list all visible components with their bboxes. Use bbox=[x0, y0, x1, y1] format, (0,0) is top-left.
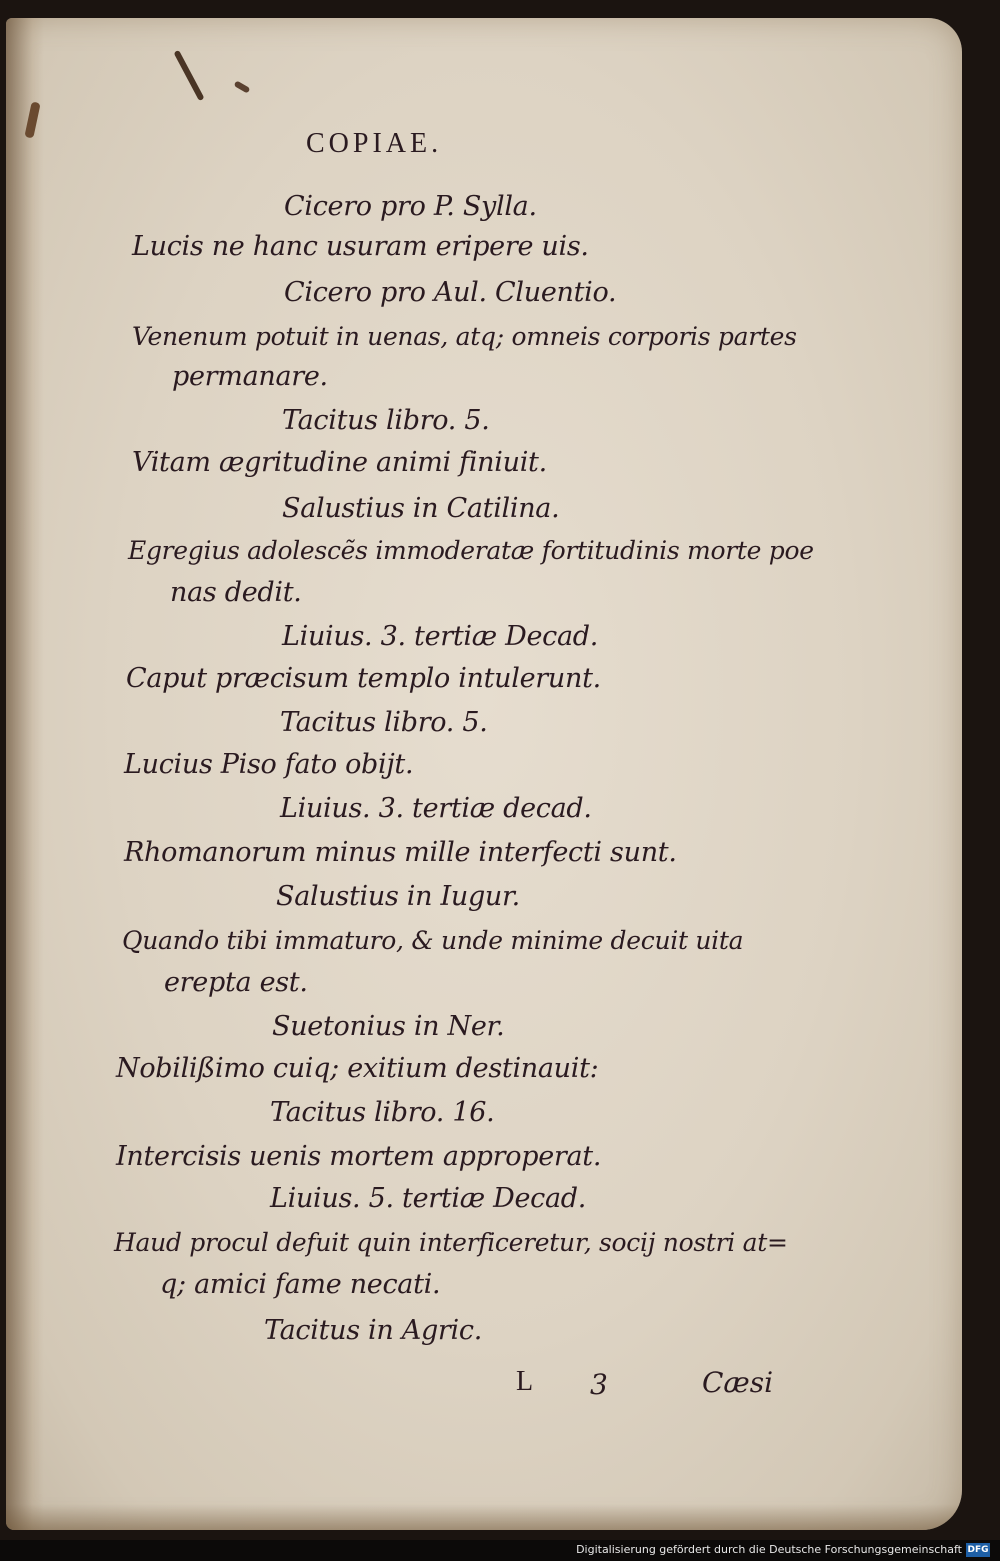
text-line: q; amici fame necati. bbox=[160, 1269, 441, 1300]
signature-mark: L bbox=[516, 1366, 534, 1397]
text-line: nas dedit. bbox=[170, 577, 302, 608]
citation-line: Salustius in Iugur. bbox=[276, 881, 520, 912]
running-header: COPIAE. bbox=[306, 128, 443, 159]
citation-line: Cicero pro Aul. Cluentio. bbox=[284, 277, 617, 308]
text-line: Intercisis uenis mortem approperat. bbox=[116, 1141, 602, 1172]
citation-line: Salustius in Catilina. bbox=[282, 493, 560, 524]
text-line: erepta est. bbox=[164, 967, 308, 998]
text-line: Caput præcisum templo intulerunt. bbox=[126, 663, 601, 694]
citation-line: Tacitus libro. 5. bbox=[282, 405, 490, 436]
text-line: permanare. bbox=[172, 361, 328, 392]
text-line: Vitam ægritudine animi finiuit. bbox=[132, 447, 547, 478]
funding-credit: Digitalisierung gefördert durch die Deutsche Forschungsgemeinschaft bbox=[576, 1543, 962, 1556]
citation-line: Liuius. 3. tertiæ Decad. bbox=[282, 621, 599, 652]
citation-line: Tacitus libro. 5. bbox=[280, 707, 488, 738]
text-line: Nobilißimo cuiq; exitium destinauit: bbox=[116, 1053, 599, 1084]
citation-line: Cicero pro P. Sylla. bbox=[284, 191, 537, 222]
text-line: Quando tibi immaturo, & unde minime decuit uita bbox=[122, 926, 744, 955]
citation-line: Liuius. 3. tertiæ decad. bbox=[280, 793, 592, 824]
text-line: Egregius adolescẽs immoderatæ fortitudinis morte poe bbox=[128, 536, 814, 565]
citation-line: Suetonius in Ner. bbox=[272, 1011, 505, 1042]
text-line: Venenum potuit in uenas, atq; omneis corporis partes bbox=[132, 322, 797, 351]
text-line: Haud procul defuit quin interficeretur, socij nostri at= bbox=[114, 1228, 788, 1257]
dfg-logo-icon: DFG bbox=[967, 1545, 989, 1555]
citation-line: Tacitus libro. 16. bbox=[270, 1097, 495, 1128]
catchword: Cæsi bbox=[702, 1366, 774, 1399]
text-line: Rhomanorum minus mille interfecti sunt. bbox=[124, 837, 677, 868]
citation-line: Liuius. 5. tertiæ Decad. bbox=[270, 1183, 587, 1214]
text-line: Lucius Piso fato obijt. bbox=[124, 749, 414, 780]
text-line: Lucis ne hanc usuram eripere uis. bbox=[132, 231, 589, 262]
citation-line: Tacitus in Agric. bbox=[264, 1315, 482, 1346]
leaf-number: 3 bbox=[590, 1368, 608, 1401]
